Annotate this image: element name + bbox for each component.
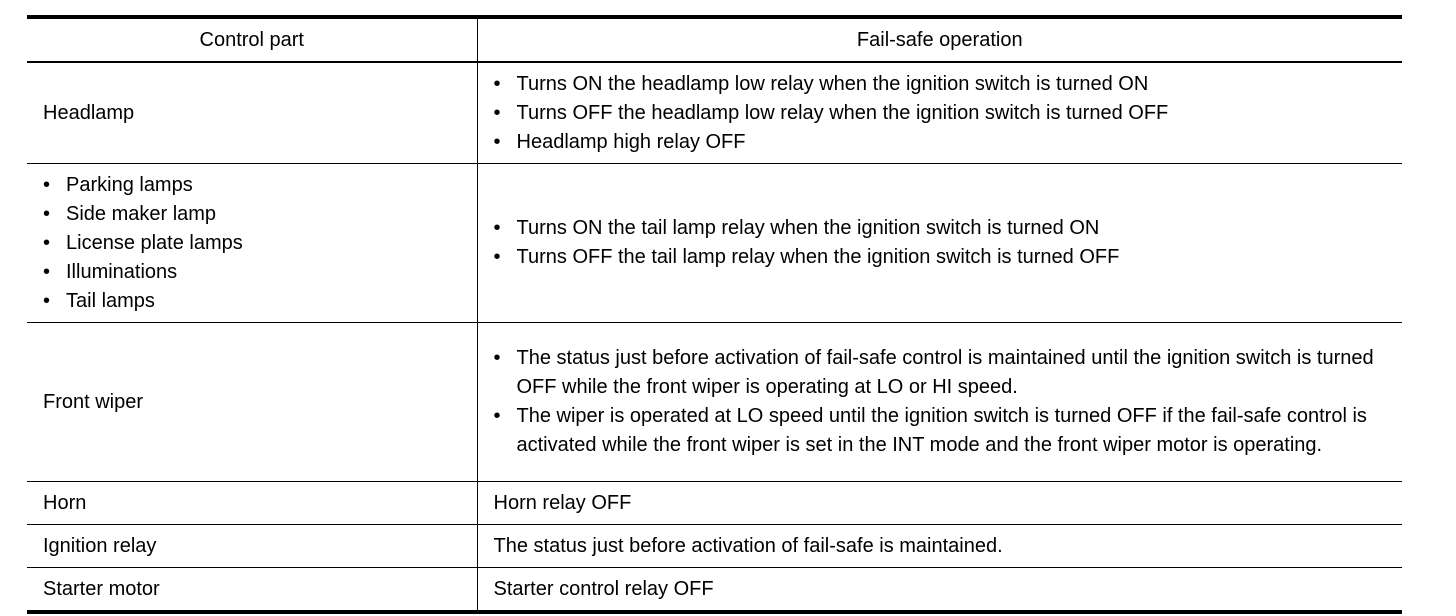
list-item: • Turns ON the tail lamp relay when the ignition switch is turned ON [494, 214, 1387, 243]
operation-list [494, 70, 1387, 157]
list-item: • Tail lamps [43, 287, 461, 316]
operation-list [494, 344, 1387, 460]
table-row [27, 482, 1402, 525]
table-header-row [27, 17, 1402, 62]
cell-control-part: Starter motor [27, 568, 477, 613]
cell-control-part: Front wiper [27, 323, 477, 482]
cell-failsafe-operation [477, 62, 1402, 164]
list-item: • Illuminations [43, 258, 461, 287]
list-item: • Parking lamps [43, 171, 461, 200]
cell-failsafe-operation: The status just before activation of fail-safe is maintained. [477, 525, 1402, 568]
list-item: • Turns OFF the tail lamp relay when the ignition switch is turned OFF [494, 243, 1387, 272]
header-failsafe-operation: Fail-safe operation [477, 17, 1402, 62]
table-row [27, 164, 1402, 323]
cell-control-part: Headlamp [27, 62, 477, 164]
control-part-list [43, 171, 461, 316]
cell-control-part: Ignition relay [27, 525, 477, 568]
table-row [27, 323, 1402, 482]
table-row [27, 62, 1402, 164]
document-sheet [27, 15, 1402, 614]
table-row [27, 525, 1402, 568]
list-item: • Turns OFF the headlamp low relay when the ignition switch is turned OFF [494, 99, 1387, 128]
failsafe-table [27, 15, 1402, 614]
header-control-part: Control part [27, 17, 477, 62]
table-row [27, 568, 1402, 613]
cell-failsafe-operation [477, 164, 1402, 323]
list-item: • License plate lamps [43, 229, 461, 258]
list-item: • Side maker lamp [43, 200, 461, 229]
cell-failsafe-operation: Starter control relay OFF [477, 568, 1402, 613]
cell-failsafe-operation [477, 323, 1402, 482]
list-item: • Turns ON the headlamp low relay when the ignition switch is turned ON [494, 70, 1387, 99]
list-item: • Headlamp high relay OFF [494, 128, 1387, 157]
cell-control-part: Horn [27, 482, 477, 525]
list-item: • The wiper is operated at LO speed until the ignition switch is turned OFF if the fail-safe control is activated while the front wiper is set in the INT mode and the front wiper motor is operating. [494, 402, 1387, 460]
cell-control-part [27, 164, 477, 323]
list-item: • The status just before activation of fail-safe control is maintained until the ignition switch is turned OFF while the front wiper is operating at LO or HI speed. [494, 344, 1387, 402]
cell-failsafe-operation: Horn relay OFF [477, 482, 1402, 525]
operation-list [494, 214, 1387, 272]
